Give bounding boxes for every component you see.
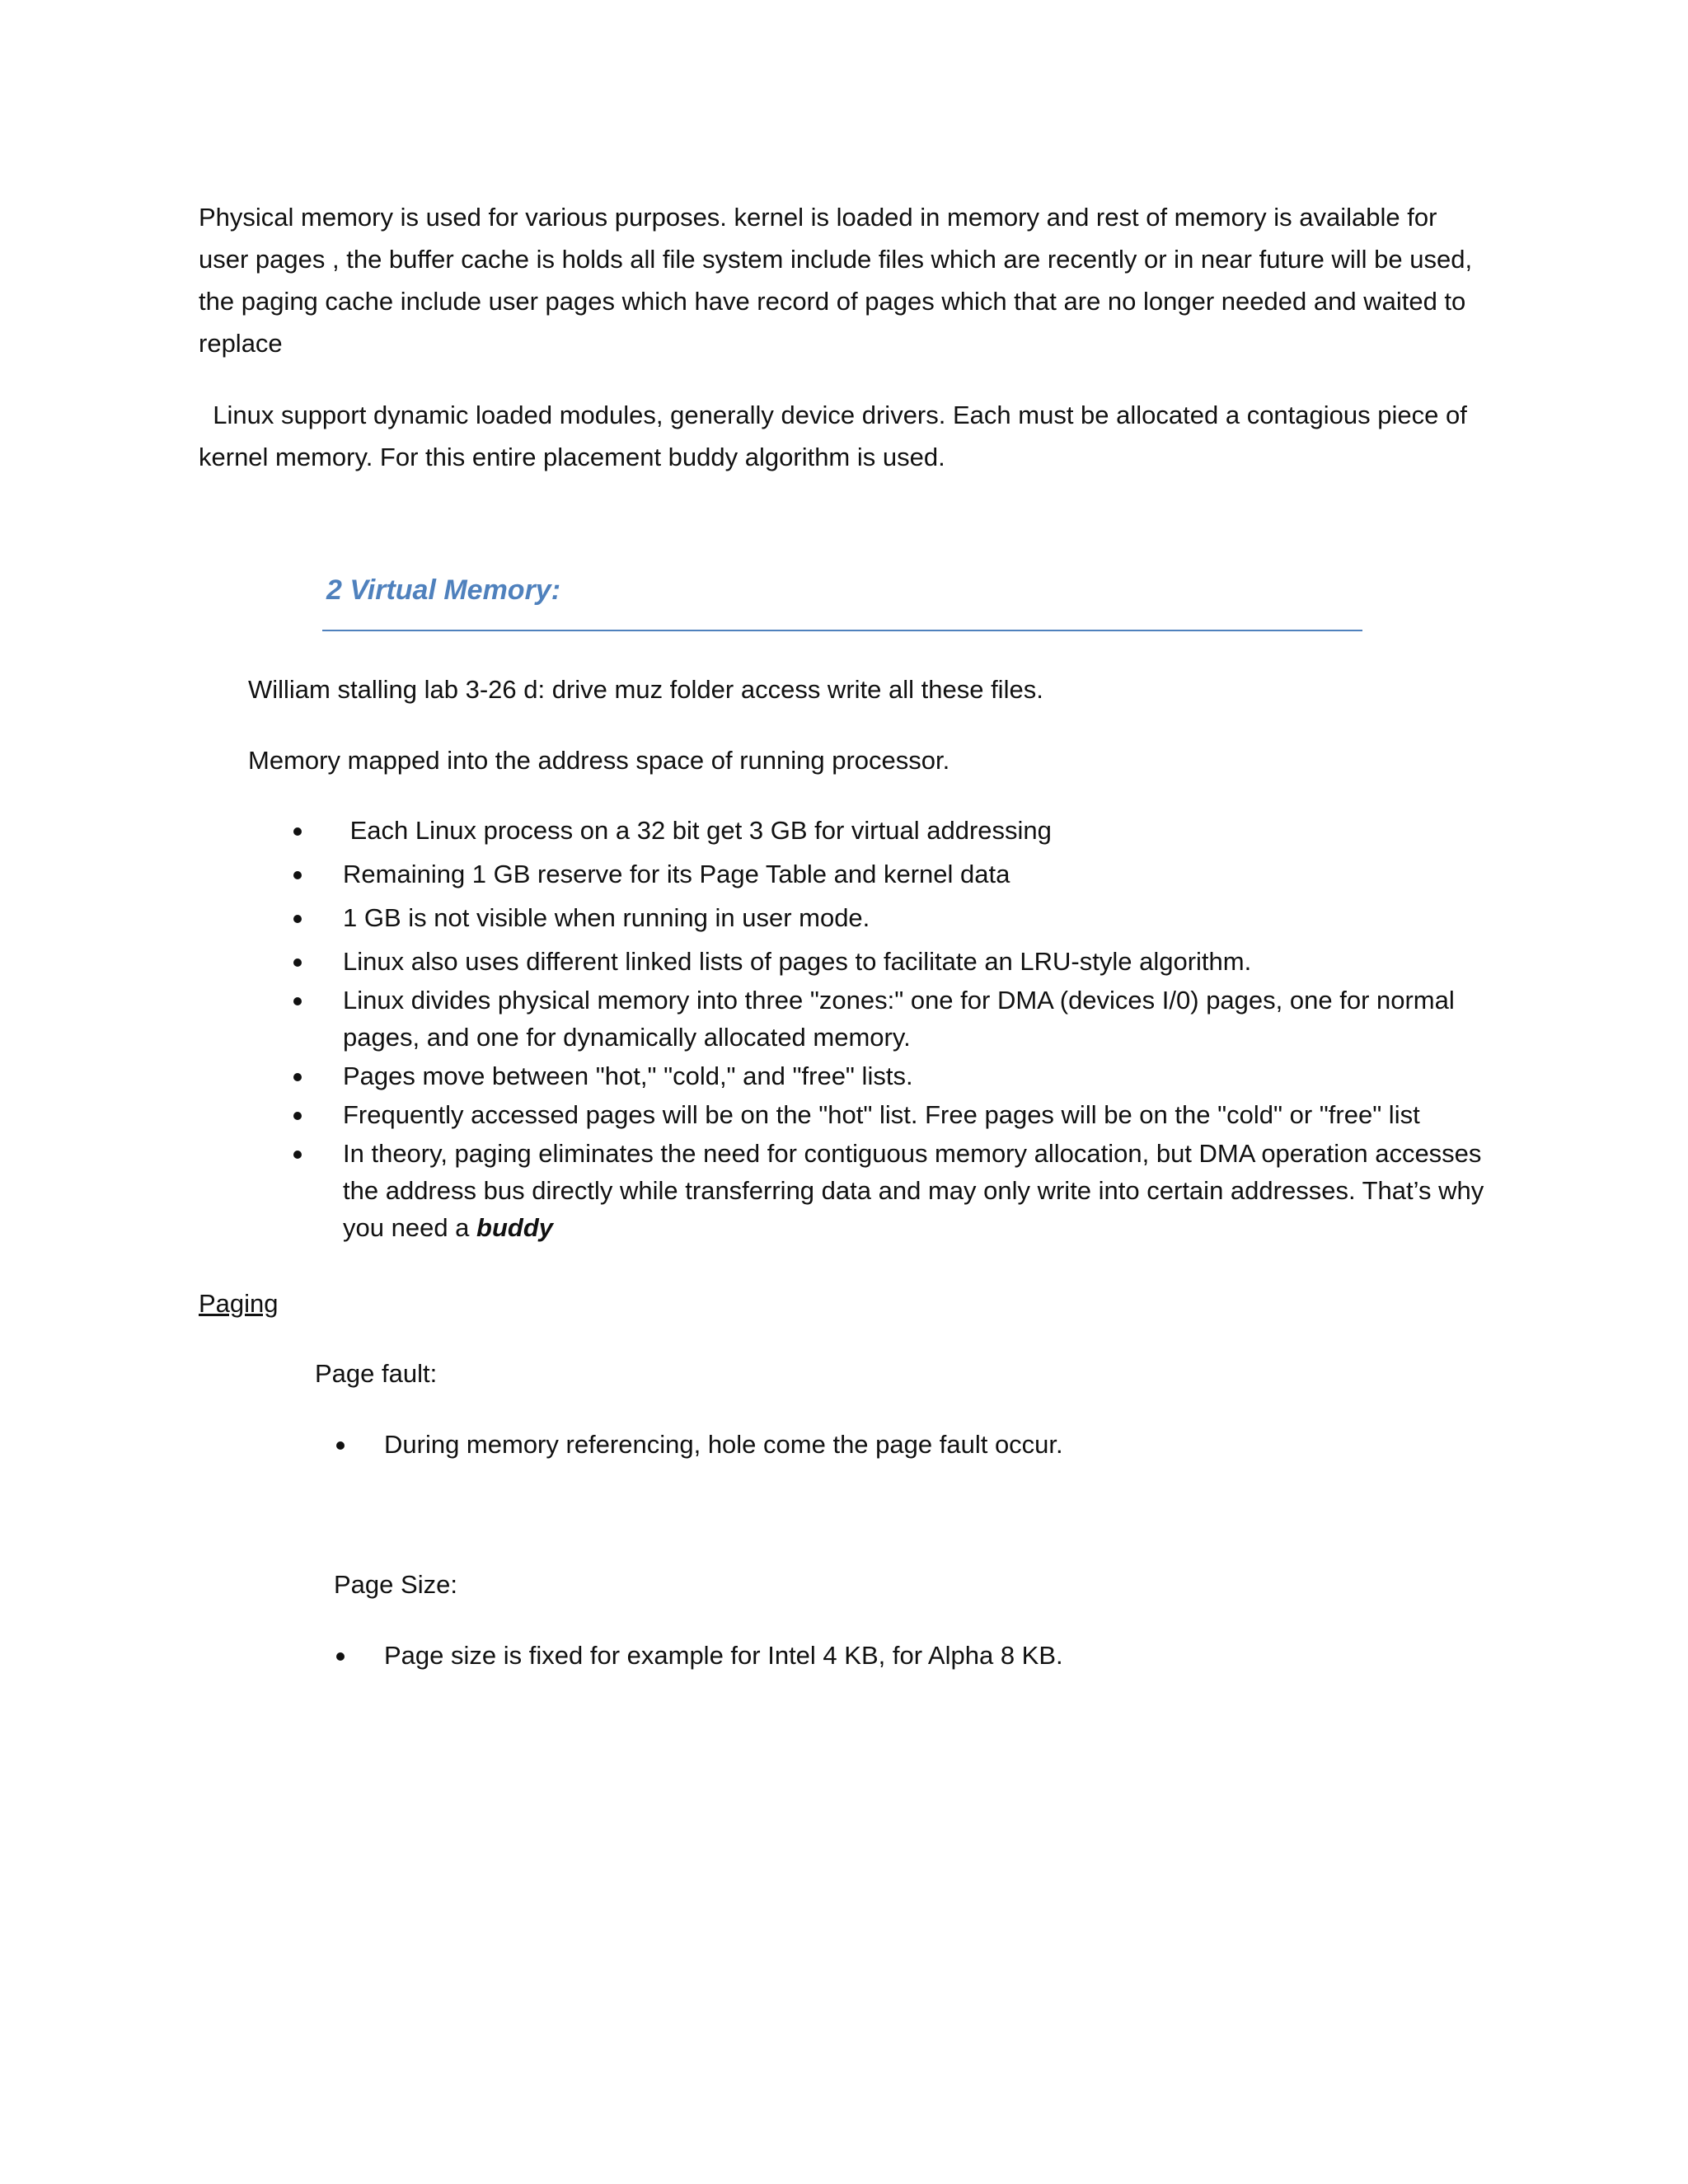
page-fault-label: Page fault: xyxy=(315,1359,438,1388)
virtual-memory-line-1: William stalling lab 3-26 d: drive muz folder access write all these files. xyxy=(248,675,1043,704)
list-item-text: Page size is fixed for example for Intel 4 KB, for Alpha 8 KB. xyxy=(384,1641,1063,1670)
bullet-dot-icon xyxy=(293,915,302,923)
list-item-text: Remaining 1 GB reserve for its Page Table and kernel data xyxy=(343,860,1010,888)
list-item-text: Pages move between "hot," "cold," and "free" lists. xyxy=(343,1062,913,1090)
list-item xyxy=(288,1096,1500,1133)
list-item-text: Linux also uses different linked lists of pages to facilitate an LRU-style algorithm. xyxy=(343,947,1252,976)
list-item xyxy=(288,899,1500,936)
emphasis-buddy: buddy xyxy=(476,1213,554,1242)
intro-paragraph-2: Linux support dynamic loaded modules, generally device drivers. Each must be allocated a contagious piece of kernel memory. For this entire placement buddy algorithm is used. xyxy=(199,401,1467,471)
bullet-dot-icon xyxy=(293,1112,302,1120)
list-item-text: 1 GB is not visible when running in user mode. xyxy=(343,903,870,932)
bullet-dot-icon xyxy=(293,1151,302,1159)
bullet-dot-icon xyxy=(293,827,302,836)
list-item xyxy=(288,855,1500,893)
list-item-text: Each Linux process on a 32 bit get 3 GB for virtual addressing xyxy=(343,816,1052,845)
list-item-text: Linux divides physical memory into three "zones:" one for DMA (devices I/0) pages, one for normal pages, and one for dynamically allocated memory. xyxy=(343,986,1455,1052)
list-item xyxy=(288,982,1500,1056)
section-heading-virtual-memory: 2 Virtual Memory: xyxy=(326,574,561,606)
page-size-bullet xyxy=(384,1639,1063,1672)
bullet-dot-icon xyxy=(293,1073,302,1081)
list-item xyxy=(288,812,1500,849)
bullet-dot-icon xyxy=(336,1441,345,1450)
intro-paragraph-1: Physical memory is used for various purposes. kernel is loaded in memory and rest of memory is available for user pages , the buffer cache is holds all file system include files which are recently or in near future will be used, the paging cache include user pages which have record of pages which that are no longer needed and waited to replace xyxy=(199,203,1473,358)
list-item-text: During memory referencing, hole come the page fault occur. xyxy=(384,1430,1063,1459)
list-item xyxy=(288,1135,1500,1246)
virtual-memory-line-2: Memory mapped into the address space of running processor. xyxy=(248,746,950,775)
page-fault-bullet xyxy=(384,1428,1063,1461)
bullet-dot-icon xyxy=(293,958,302,967)
bullet-dot-icon xyxy=(293,871,302,879)
paging-title: Paging xyxy=(199,1289,279,1318)
list-item-text: Frequently accessed pages will be on the "hot" list. Free pages will be on the "cold" or "free" list xyxy=(343,1100,1420,1129)
page-size-label: Page Size: xyxy=(334,1570,457,1599)
bullet-dot-icon xyxy=(336,1652,345,1661)
list-item-text: In theory, paging eliminates the need for contiguous memory allocation, but DMA operation accesses the address bus directly while transferring data and may only write into certain addresses. That’s why you need a xyxy=(343,1139,1484,1242)
list-item xyxy=(288,1057,1500,1094)
list-item xyxy=(288,943,1500,980)
bullet-dot-icon xyxy=(293,997,302,1005)
virtual-memory-bullet-list xyxy=(288,812,1500,1246)
heading-underline-rule xyxy=(322,630,1362,631)
